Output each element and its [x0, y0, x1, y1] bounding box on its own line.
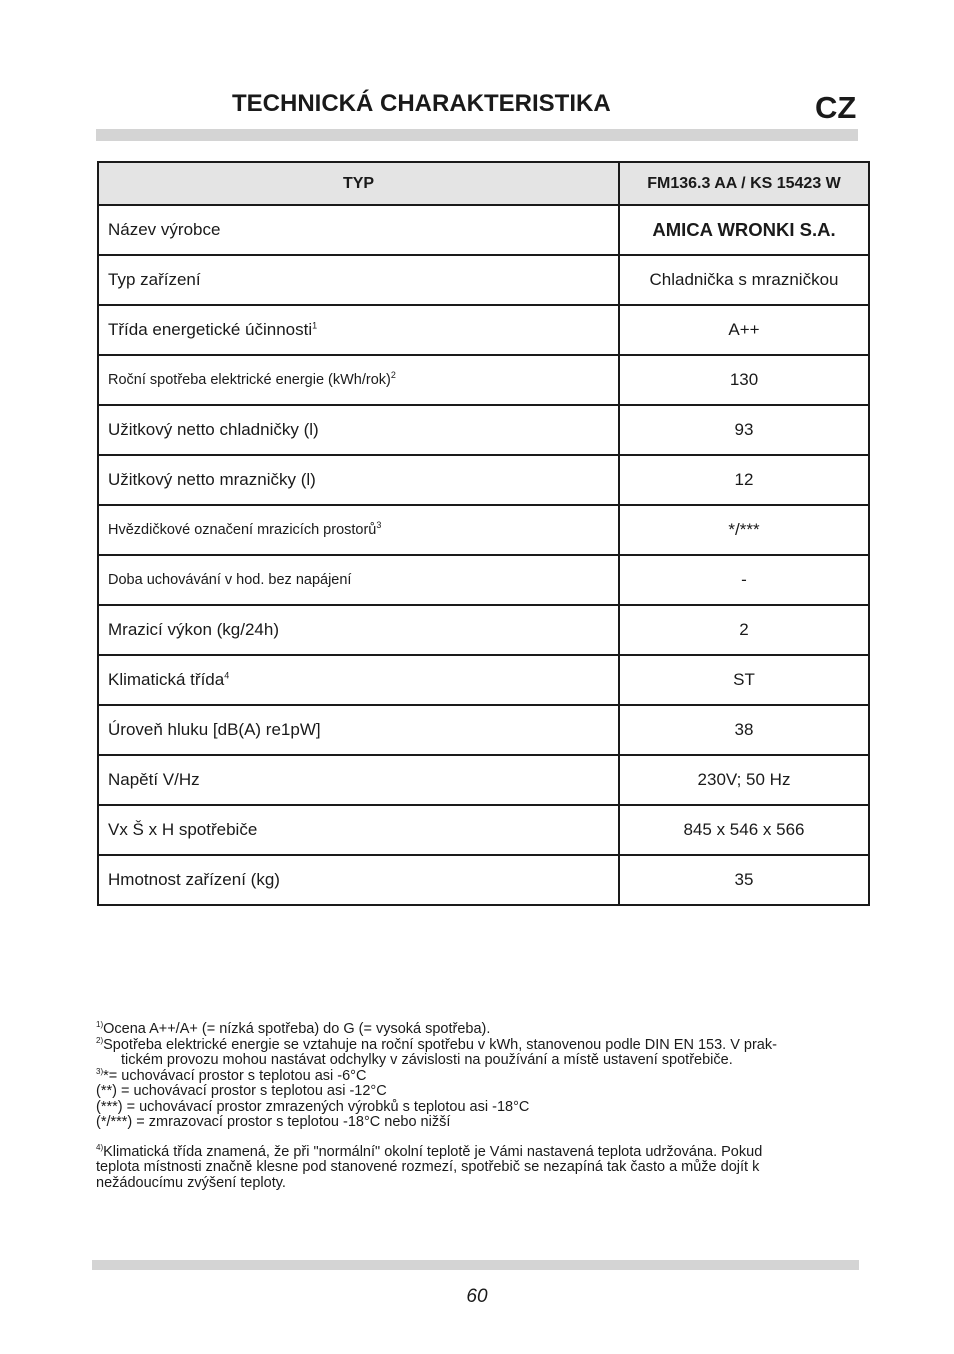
- footnote-text: *= uchovávací prostor s teplotou asi -6°C: [103, 1067, 367, 1084]
- row-label: [98, 755, 619, 805]
- row-label: [98, 505, 619, 555]
- row-value: A++: [619, 305, 869, 355]
- table-row: [98, 605, 869, 655]
- row-label: [98, 805, 619, 855]
- row-value: ST: [619, 655, 869, 705]
- row-value: 35: [619, 855, 869, 905]
- row-label-text: Vx Š x H spotřebiče: [108, 820, 258, 839]
- table-row: [98, 405, 869, 455]
- row-label-text: Užitkový netto mrazničky (l): [108, 470, 316, 489]
- header-divider: [96, 129, 858, 141]
- table-header-type: TYP: [98, 162, 619, 205]
- row-label-text: Hvězdičkové označení mrazicích prostorů: [108, 522, 377, 538]
- table-header-row: [98, 162, 869, 205]
- footnote-ref: 4: [224, 670, 230, 681]
- row-label: [98, 205, 619, 255]
- row-value: */***: [619, 505, 869, 555]
- row-label-text: Napětí V/Hz: [108, 770, 200, 789]
- table-row: [98, 655, 869, 705]
- row-label: [98, 655, 619, 705]
- table-row: [98, 255, 869, 305]
- footnote-4-line: teplota místnosti značně klesne pod stanovené rozmezí, spotřebič se nezapíná tak často a může dojít k: [96, 1159, 760, 1175]
- row-value: Chladnička s mrazničkou: [619, 255, 869, 305]
- row-label-text: Hmotnost zařízení (kg): [108, 870, 280, 889]
- table-row: [98, 805, 869, 855]
- table-header-model: FM136.3 AA / KS 15423 W: [619, 162, 869, 205]
- row-value: 2: [619, 605, 869, 655]
- row-label: [98, 405, 619, 455]
- row-value: AMICA WRONKI S.A.: [619, 205, 869, 255]
- footnote-3: [96, 1066, 856, 1085]
- row-label-text: Klimatická třída: [108, 670, 225, 689]
- table-row: [98, 355, 869, 405]
- specification-table: [97, 161, 870, 906]
- page-title: TECHNICKÁ CHARAKTERISTIKA: [232, 90, 611, 117]
- row-label: [98, 455, 619, 505]
- table-row: [98, 555, 869, 605]
- footnote-text: Klimatická třída znamená, že při "normální" okolní teplotě je Vámi nastavená teplota udržována. Pokud: [103, 1143, 763, 1160]
- row-label: [98, 355, 619, 405]
- table-row: [98, 705, 869, 755]
- footer-divider: [92, 1260, 859, 1270]
- footnote-3-line: (**) = uchovávací prostor s teplotou asi -12°C: [96, 1083, 387, 1099]
- table-row: [98, 855, 869, 905]
- footnote-ref: 1: [312, 320, 318, 331]
- table-row: [98, 455, 869, 505]
- footnote-marker: 1): [96, 1020, 104, 1030]
- footnote-1: [96, 1022, 856, 1038]
- row-value: 845 x 546 x 566: [619, 805, 869, 855]
- language-code: CZ: [815, 90, 857, 125]
- row-label: [98, 855, 619, 905]
- row-label-text: Úroveň hluku [dB(A) re1pW]: [108, 720, 321, 739]
- footnote-marker: 3): [96, 1066, 104, 1076]
- footnote-marker: 4): [96, 1142, 104, 1152]
- table-row: [98, 305, 869, 355]
- footnote-ref: 3: [376, 520, 382, 531]
- table-row: [98, 205, 869, 255]
- table-row: [98, 505, 869, 555]
- footnote-2: [96, 1035, 856, 1054]
- footnote-3-line: (***) = uchovávací prostor zmrazených výrobků s teplotou asi -18°C: [96, 1098, 530, 1115]
- row-label-text: Užitkový netto chladničky (l): [108, 420, 319, 439]
- footnote-text: Spotřeba elektrické energie se vztahuje na roční spotřebu v kWh, stanovenou podle DIN EN 153. V prak-: [103, 1036, 777, 1053]
- row-value: 93: [619, 405, 869, 455]
- footnote-4-line: nežádoucímu zvýšení teploty.: [96, 1174, 286, 1191]
- page-number: 60: [466, 1286, 488, 1307]
- row-label-text: Typ zařízení: [108, 270, 201, 289]
- row-value: 38: [619, 705, 869, 755]
- footnote-text: Ocena A++/A+ (= nízká spotřeba) do G (= vysoká spotřeba).: [103, 1021, 491, 1037]
- footnote-ref: 2: [390, 370, 396, 381]
- spacer: [96, 1131, 856, 1145]
- footnote-4: [96, 1142, 856, 1161]
- row-label-text: Doba uchovávání v hod. bez napájení: [108, 572, 352, 588]
- row-label-text: Název výrobce: [108, 220, 221, 239]
- row-label: [98, 255, 619, 305]
- footnote-2-cont: tickém provozu mohou nastávat odchylky v závislosti na používání a místě ustavení spotřebiče.: [121, 1052, 733, 1068]
- row-label: [98, 605, 619, 655]
- footnote-3-line: (*/***) = zmrazovací prostor s teplotou -18°C nebo nižší: [96, 1114, 451, 1130]
- row-label: [98, 555, 619, 605]
- table-row: [98, 755, 869, 805]
- row-value: 12: [619, 455, 869, 505]
- footnote-marker: 2): [96, 1035, 104, 1045]
- row-label-text: Třída energetické účinnosti: [108, 320, 313, 339]
- row-value: -: [619, 555, 869, 605]
- row-value: 230V; 50 Hz: [619, 755, 869, 805]
- footnotes: [96, 1022, 856, 1191]
- row-value: 130: [619, 355, 869, 405]
- row-label: [98, 705, 619, 755]
- row-label-text: Roční spotřeba elektrické energie (kWh/rok): [108, 372, 391, 388]
- row-label-text: Mrazicí výkon (kg/24h): [108, 620, 279, 639]
- row-label: [98, 305, 619, 355]
